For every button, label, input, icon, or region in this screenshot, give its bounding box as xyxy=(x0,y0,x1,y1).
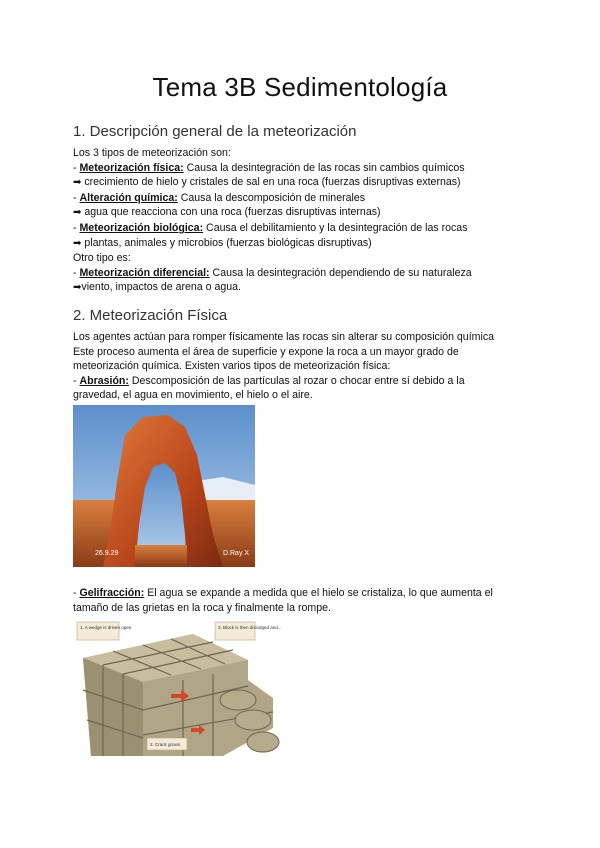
list-item xyxy=(73,374,523,389)
section-description xyxy=(73,123,523,296)
bullet-prefix: - xyxy=(73,191,80,204)
section-physical xyxy=(73,307,523,403)
example-line xyxy=(73,236,523,252)
paragraph-line: gravedad, el agua en movimiento, el hielo o el aire. xyxy=(73,389,313,402)
right-arrow-icon: ➡ xyxy=(73,237,82,249)
frost-wedging-diagram xyxy=(73,620,283,766)
list-item xyxy=(73,161,523,176)
term: Meteorización biológica: xyxy=(79,221,204,234)
paragraph-line: meteorización química. Existen varios tipos de meteorización física: xyxy=(73,360,391,373)
term: Alteración química: xyxy=(79,191,178,204)
photo-caption-left: 26.9.29 xyxy=(95,550,119,557)
section-heading-2: 2. Meteorización Física xyxy=(73,307,228,324)
arch-image xyxy=(73,405,255,567)
list-item xyxy=(73,221,523,236)
paragraph-line: Los agentes actúan para romper físicamente las rocas sin alterar su composición química xyxy=(73,331,495,343)
example-text: agua que reacciona con una roca (fuerzas disruptivas internas) xyxy=(81,206,381,219)
example-line xyxy=(73,175,523,191)
term: Gelifracción: xyxy=(79,587,145,599)
right-arrow-icon: ➡ xyxy=(73,177,82,189)
example-line xyxy=(73,205,523,221)
bullet-prefix: - xyxy=(73,587,80,599)
description: Causa la desintegración de las rocas sin cambios químicos xyxy=(183,161,465,174)
paragraph-line: tamaño de las grietas en la roca y finalmente la rompe. xyxy=(73,601,331,614)
right-arrow-icon: ➡ xyxy=(73,207,82,219)
bullet-prefix: - xyxy=(73,161,80,174)
right-arrow-icon: ➡ xyxy=(73,282,82,294)
example-text: viento, impactos de arena o agua. xyxy=(81,281,241,294)
example-text: plantas, animales y microbios (fuerzas biológicas disruptivas) xyxy=(81,236,372,249)
frost-wedging-image xyxy=(73,620,283,766)
diagram-label-c: 2. Crack grows. xyxy=(150,742,182,747)
other-type-text: Otro tipo es: xyxy=(73,252,131,265)
photo-caption-right: D.Ray X xyxy=(223,550,250,557)
description: Descomposición de las partículas al rozar o chocar entre sí debido a la xyxy=(128,374,465,387)
description: Causa la desintegración dependiendo de su naturaleza xyxy=(209,266,472,279)
page-title: Tema 3B Sedimentología xyxy=(152,72,448,102)
bullet-prefix: - xyxy=(73,266,80,279)
term: Meteorización diferencial: xyxy=(79,266,210,279)
description: El agua se expande a medida que el hielo se cristaliza, lo que aumenta el xyxy=(144,587,493,599)
example-line xyxy=(73,280,523,296)
term: Abrasión: xyxy=(79,374,129,387)
bullet-prefix: - xyxy=(73,221,80,234)
diagram-label-a: 1. A wedge is driven open. xyxy=(80,625,133,630)
section-heading-1: 1. Descripción general de la meteorización xyxy=(73,123,357,140)
diagram-label-b: 3. Block is then dislodged and... xyxy=(218,625,282,630)
bullet-prefix: - xyxy=(73,374,80,387)
paragraph-line: Este proceso aumenta el área de superficie y expone la roca a un mayor grado de xyxy=(73,345,459,358)
list-item xyxy=(73,586,523,601)
description: Causa el debilitamiento y la desintegración de las rocas xyxy=(203,221,468,234)
term: Meteorización física: xyxy=(79,161,184,174)
description: Causa la descomposición de minerales xyxy=(177,191,366,204)
list-item xyxy=(73,266,523,281)
section-gelifraction xyxy=(73,586,523,615)
example-text: crecimiento de hielo y cristales de sal en una roca (fuerzas disruptivas externas) xyxy=(81,176,461,189)
intro-text: Los 3 tipos de meteorización son: xyxy=(73,147,231,159)
arch-photo xyxy=(73,405,255,567)
list-item xyxy=(73,191,523,206)
